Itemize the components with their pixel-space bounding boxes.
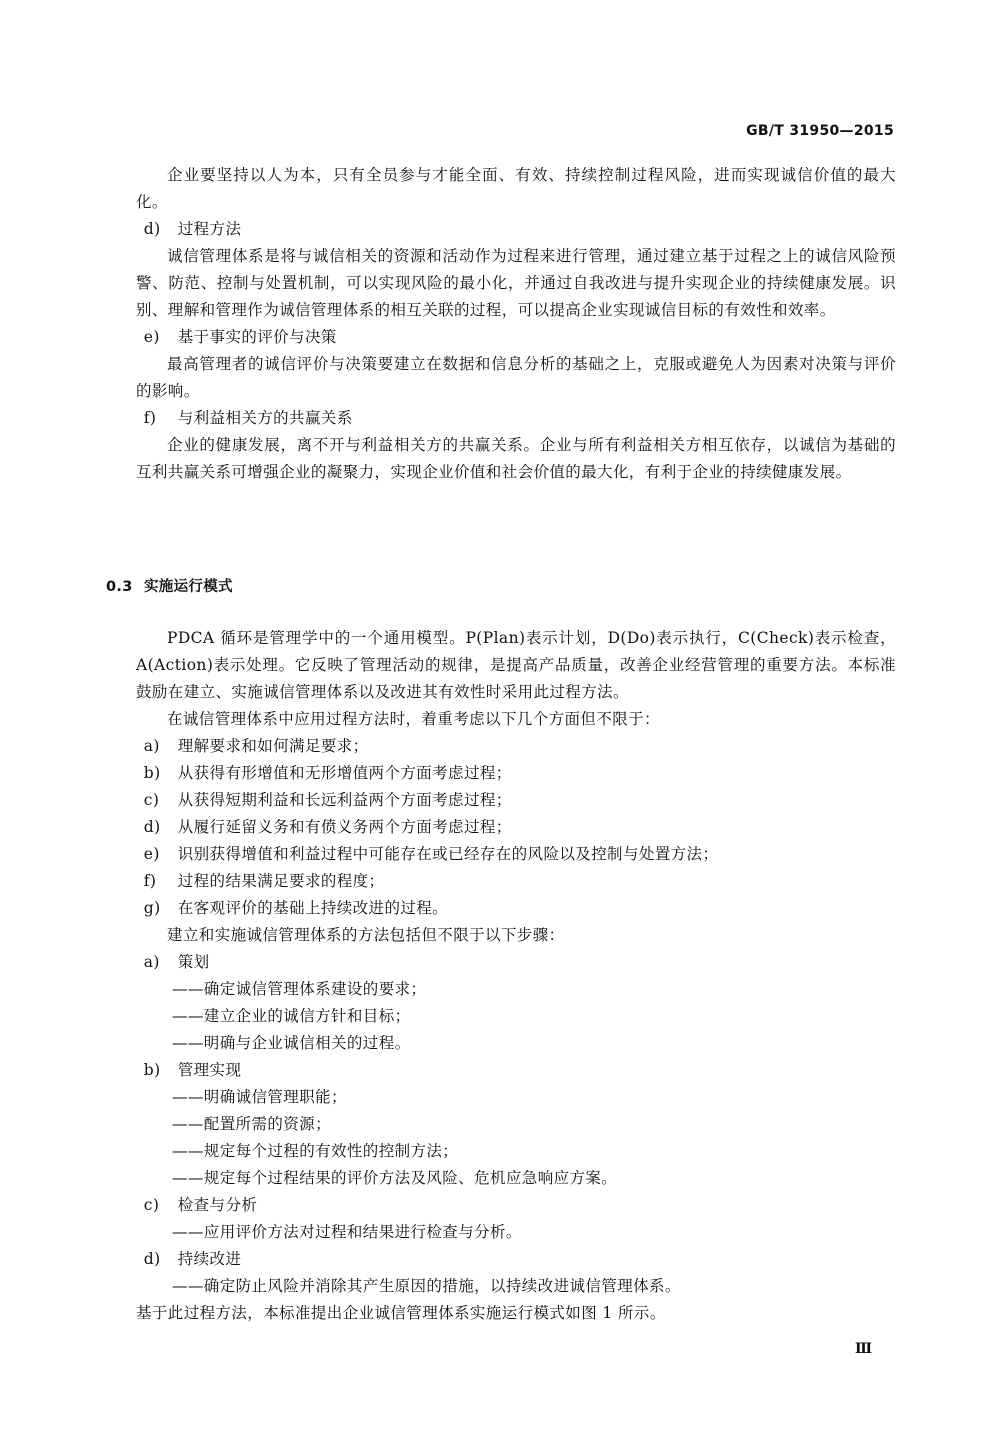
sub-item: ——确定诚信管理体系建设的要求； — [172, 980, 427, 998]
step-title: 检查与分析 — [177, 1196, 258, 1214]
paragraph-fact-based: 最高管理者的诚信评价与决策要建立在数据和信息分析的基础之上，克服或避免人为因素对决策与评价的影响。 — [136, 355, 896, 400]
steps-list — [136, 949, 896, 1300]
item-label: f) — [143, 409, 157, 427]
section-number: 0.3 — [106, 579, 133, 595]
step-improve — [136, 1246, 896, 1273]
item-d-process-approach — [136, 216, 896, 243]
item-text: 从履行延留义务和有偾义务两个方面考虑过程； — [177, 818, 512, 836]
item-text: 理解要求和如何满足要求； — [177, 737, 369, 755]
list-item — [136, 787, 896, 814]
item-label: b) — [143, 764, 161, 782]
section-body — [136, 625, 896, 1327]
item-text: 在客观评价的基础上持续改进的过程。 — [177, 899, 449, 917]
item-text: 从获得短期利益和长远利益两个方面考虑过程； — [177, 791, 512, 809]
step-check — [136, 1192, 896, 1219]
item-label: e) — [143, 328, 160, 346]
item-label: d) — [143, 818, 161, 836]
standard-code: GB/T 31950—2015 — [746, 123, 894, 139]
page-number: Ⅲ — [854, 1341, 872, 1357]
paragraph-win-win: 企业的健康发展，离不开与利益相关方的共赢关系。企业与所有利益相关方相互依存，以诚信为基础的互利共赢关系可增强企业的凝聚力，实现企业价值和社会价值的最大化，有利于企业的持续健康发展。 — [136, 436, 896, 481]
item-f-win-win — [136, 405, 896, 432]
item-label: c) — [143, 1196, 160, 1214]
step-title: 管理实现 — [177, 1061, 242, 1079]
item-label: g) — [143, 899, 161, 917]
sub-item: ——规定每个过程结果的评价方法及风险、危机应急响应方案。 — [172, 1169, 618, 1187]
principles-block — [136, 162, 896, 486]
list-item — [136, 733, 896, 760]
step-implement — [136, 1057, 896, 1084]
item-label: d) — [143, 1250, 161, 1268]
sub-item: ——明确诚信管理职能； — [172, 1088, 347, 1106]
item-label: b) — [143, 1061, 161, 1079]
step-title: 持续改进 — [177, 1250, 242, 1268]
item-title: 与利益相关方的共赢关系 — [177, 409, 353, 427]
list-item — [136, 760, 896, 787]
sub-item: ——建立企业的诚信方针和目标； — [172, 1007, 411, 1025]
step-plan — [136, 949, 896, 976]
sub-item: ——明确与企业诚信相关的过程。 — [172, 1034, 411, 1052]
paragraph-steps-intro: 建立和实施诚信管理体系的方法包括但不限于以下步骤： — [167, 926, 565, 944]
item-title: 过程方法 — [177, 220, 242, 238]
item-label: a) — [143, 737, 160, 755]
list-item — [136, 841, 896, 868]
sub-item: ——规定每个过程的有效性的控制方法； — [172, 1142, 459, 1160]
item-title: 基于事实的评价与决策 — [177, 328, 337, 346]
list-item — [136, 895, 896, 922]
paragraph-pdca: PDCA 循环是管理学中的一个通用模型。P(Plan)表示计划，D(Do)表示执行，C(Check)表示检查，A(Action)表示处理。它反映了管理活动的规律，是提高产品质量，改善企业经营管理的重要方法。本标准鼓励在建立、实施诚信管理体系以及改进其有效性时采用此过程方法。 — [136, 629, 896, 701]
section-title: 实施运行模式 — [144, 579, 233, 595]
paragraph-considerations-intro: 在诚信管理体系中应用过程方法时，着重考虑以下几个方面但不限于： — [167, 710, 660, 728]
paragraph-process-approach: 诚信管理体系是将与诚信相关的资源和活动作为过程来进行管理，通过建立基于过程之上的诚信风险预警、防范、控制与处置机制，可以实现风险的最小化，并通过自我改进与提升实现企业的持续健康发展。识别、理解和管理作为诚信管理体系的相互关联的过程，可以提高企业实现诚信目标的有效性和效率。 — [136, 247, 896, 319]
step-title: 策划 — [177, 953, 210, 971]
item-text: 从获得有形增值和无形增值两个方面考虑过程； — [177, 764, 512, 782]
sub-item: ——配置所需的资源； — [172, 1115, 332, 1133]
item-label: d) — [143, 220, 161, 238]
item-label: c) — [143, 791, 160, 809]
item-text: 识别获得增值和利益过程中可能存在或已经存在的风险以及控制与处置方法； — [177, 845, 719, 863]
item-label: a) — [143, 953, 160, 971]
paragraph-people-oriented: 企业要坚持以人为本，只有全员参与才能全面、有效、持续控制过程风险，进而实现诚信价值的最大化。 — [136, 166, 896, 211]
section-heading — [106, 574, 233, 601]
paragraph-final: 基于此过程方法，本标准提出企业诚信管理体系实施运行模式如图 1 所示。 — [136, 1304, 666, 1322]
item-e-fact-based — [136, 324, 896, 351]
item-label: e) — [143, 845, 160, 863]
sub-item: ——确定防止风险并消除其产生原因的措施，以持续改进诚信管理体系。 — [172, 1277, 681, 1295]
list-item — [136, 868, 896, 895]
item-text: 过程的结果满足要求的程度； — [177, 872, 385, 890]
sub-item: ——应用评价方法对过程和结果进行检查与分析。 — [172, 1223, 522, 1241]
item-label: f) — [143, 872, 157, 890]
list-item — [136, 814, 896, 841]
considerations-list — [136, 733, 896, 922]
